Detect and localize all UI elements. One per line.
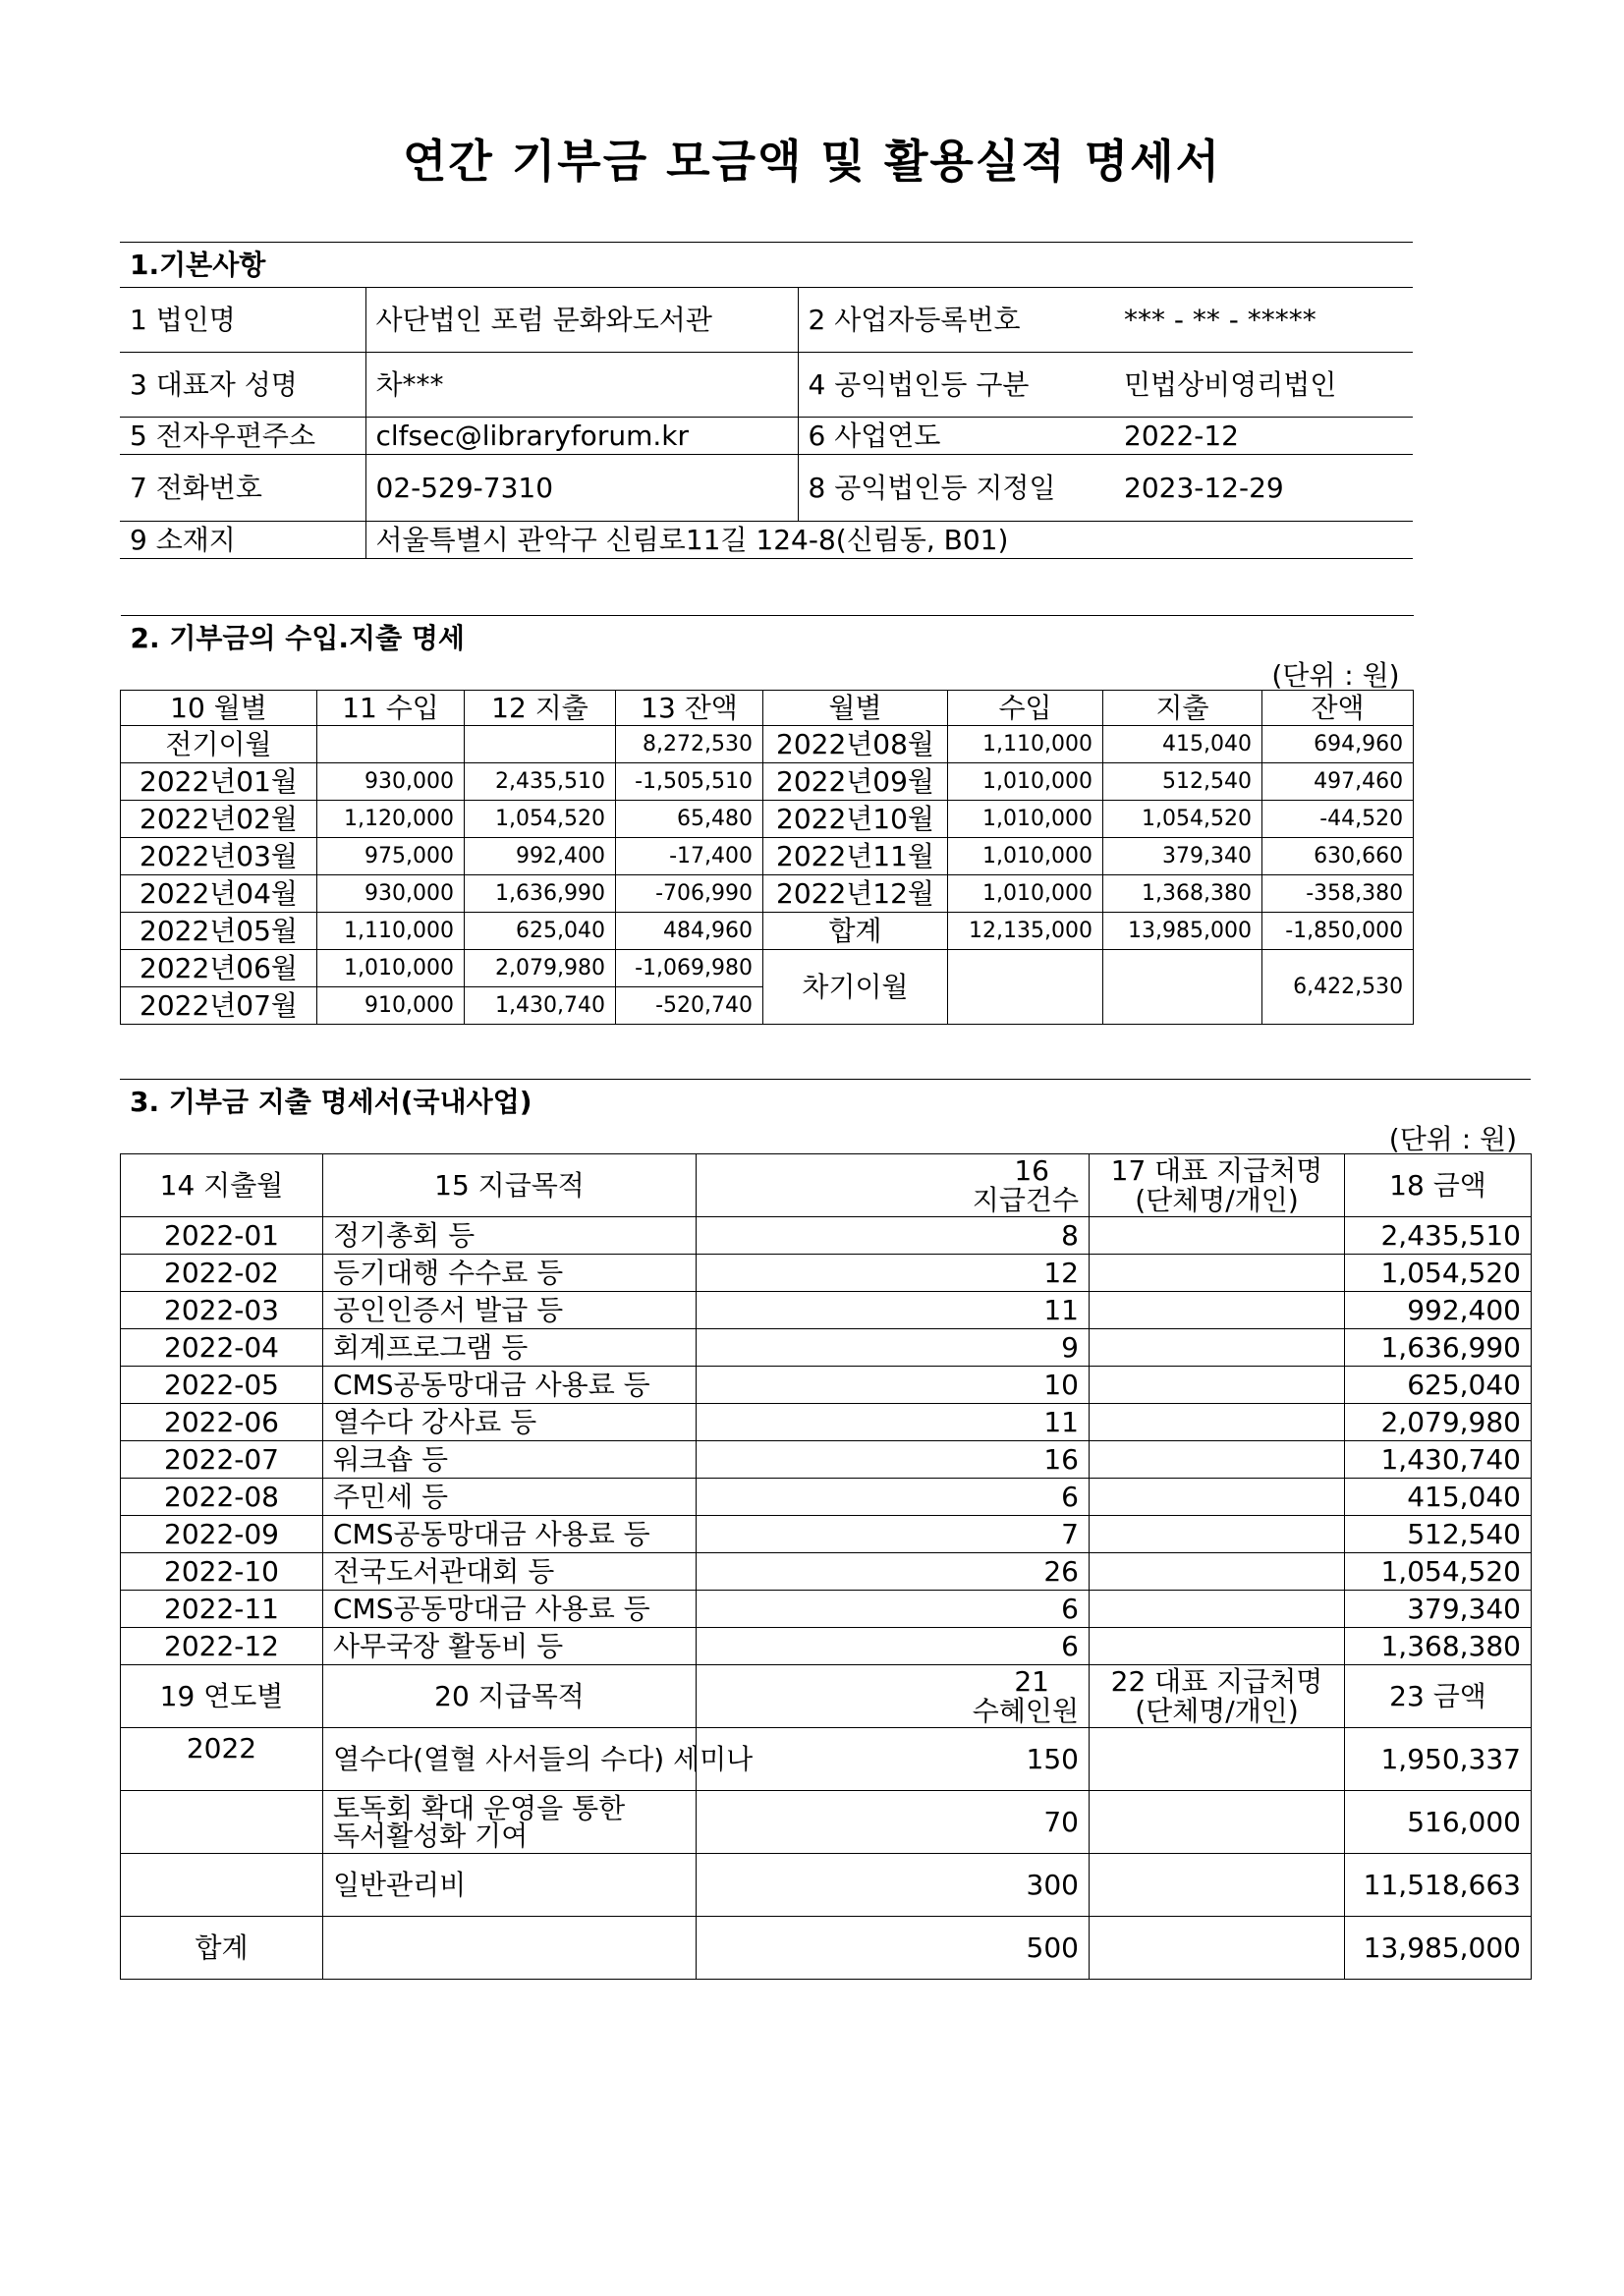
expense-cell: 2,435,510: [465, 763, 616, 801]
label-address: 9 소재지: [120, 522, 365, 559]
expense-purpose: 열수다 강사료 등: [323, 1404, 697, 1441]
balance-cell: 65,480: [616, 801, 763, 838]
expense-count: 6: [697, 1591, 1090, 1628]
value-email: clfsec@libraryforum.kr: [365, 418, 798, 455]
monthly-expense-table: [120, 1153, 1532, 1980]
expense-month: 2022-06: [121, 1404, 323, 1441]
col-beneficiaries: [697, 1665, 1090, 1728]
balance-cell: 694,960: [1262, 726, 1414, 763]
col-amount-2: 23 금액: [1345, 1665, 1532, 1728]
expense-payee: [1090, 1255, 1345, 1292]
expense-amount: 1,368,380: [1345, 1628, 1532, 1665]
balance-cell: -1,505,510: [616, 763, 763, 801]
month-cell: 2022년10월: [763, 801, 948, 838]
value-designation-date: 2023-12-29: [1114, 455, 1413, 522]
col-balance-2: 잔액: [1262, 691, 1414, 726]
balance-cell: -358,380: [1262, 875, 1414, 913]
col-payee-sub: (단체명/개인): [1135, 1183, 1299, 1216]
income-cell: [317, 726, 465, 763]
table-row: [121, 1329, 1532, 1367]
expense-payee: [1090, 1367, 1345, 1404]
expense-month: 2022-01: [121, 1217, 323, 1255]
expense-cell: 379,340: [1103, 838, 1262, 875]
balance-cell: -706,990: [616, 875, 763, 913]
label-phone: 7 전화번호: [120, 455, 365, 522]
expense-payee: [1090, 1404, 1345, 1441]
balance-cell: -520,740: [616, 987, 763, 1025]
expense-payee: [1090, 1553, 1345, 1591]
carry-forward-label: 차기이월: [763, 950, 948, 1025]
income-cell: 1,110,000: [948, 726, 1103, 763]
col-payee: [1090, 1154, 1345, 1217]
expense-count: 16: [697, 1441, 1090, 1479]
month-cell: 2022년03월: [121, 838, 317, 875]
month-cell: 2022년09월: [763, 763, 948, 801]
value-fiscal-year: 2022-12: [1114, 418, 1413, 455]
expense-purpose: CMS공동망대금 사용료 등: [323, 1516, 697, 1553]
expense-cell: 1,636,990: [465, 875, 616, 913]
col-expense-2: 지출: [1103, 691, 1262, 726]
value-corp-type: 민법상비영리법인: [1114, 353, 1413, 418]
table-row: [121, 1553, 1532, 1591]
expense-amount: 1,430,740: [1345, 1441, 1532, 1479]
value-representative: 차***: [365, 353, 798, 418]
label-email: 5 전자우편주소: [120, 418, 365, 455]
expense-purpose: CMS공동망대금 사용료 등: [323, 1591, 697, 1628]
expense-cell: 625,040: [465, 913, 616, 950]
expense-count: 9: [697, 1329, 1090, 1367]
table-row: [121, 950, 1414, 987]
income-cell: 1,110,000: [317, 913, 465, 950]
label-corp-type: 4 공익법인등 구분: [798, 353, 1114, 418]
grand-total-beneficiaries: 500: [697, 1917, 1090, 1980]
balance-cell: 8,272,530: [616, 726, 763, 763]
unit-label: (단위 : 원): [1271, 658, 1400, 692]
expense-purpose: CMS공동망대금 사용료 등: [323, 1367, 697, 1404]
total-balance: -1,850,000: [1262, 913, 1414, 950]
income-cell: 930,000: [317, 763, 465, 801]
program-purpose-line-2: 독서활성화 기여: [333, 1819, 529, 1852]
expense-amount: 625,040: [1345, 1367, 1532, 1404]
table-row: [121, 838, 1414, 875]
month-cell: 2022년06월: [121, 950, 317, 987]
col-income-2: 수입: [948, 691, 1103, 726]
expense-amount: 2,079,980: [1345, 1404, 1532, 1441]
expense-cell: 992,400: [465, 838, 616, 875]
income-cell: 1,010,000: [317, 950, 465, 987]
expense-cell: 1,430,740: [465, 987, 616, 1025]
expense-amount: 992,400: [1345, 1292, 1532, 1329]
label-fiscal-year: 6 사업연도: [798, 418, 1114, 455]
income-cell: 910,000: [317, 987, 465, 1025]
income-cell: 1,010,000: [948, 801, 1103, 838]
expense-cell: 512,540: [1103, 763, 1262, 801]
expense-purpose: 등기대행 수수료 등: [323, 1255, 697, 1292]
expense-payee: [1090, 1628, 1345, 1665]
table-row: [121, 1292, 1532, 1329]
balance-cell: -44,520: [1262, 801, 1414, 838]
label-representative: 3 대표자 성명: [120, 353, 365, 418]
expense-purpose: 워크숍 등: [323, 1441, 697, 1479]
expense-count: 11: [697, 1292, 1090, 1329]
month-cell: 2022년07월: [121, 987, 317, 1025]
expense-cell: [465, 726, 616, 763]
income-cell: 1,010,000: [948, 763, 1103, 801]
expense-month: 2022-07: [121, 1441, 323, 1479]
expense-purpose: 사무국장 활동비 등: [323, 1628, 697, 1665]
year-cell-empty: [121, 1791, 323, 1854]
income-cell: 1,120,000: [317, 801, 465, 838]
table-row: [121, 1404, 1532, 1441]
donation-expense-table: [120, 1079, 1531, 1154]
expense-amount: 415,040: [1345, 1479, 1532, 1516]
program-amount: 516,000: [1345, 1791, 1532, 1854]
col-count-label: 지급건수: [972, 1183, 1079, 1216]
program-amount: 11,518,663: [1345, 1854, 1532, 1917]
col-beneficiaries-num: 21: [1014, 1665, 1049, 1699]
document-title: 연간 기부금 모금액 및 활용실적 명세서: [402, 135, 1222, 188]
label-designation-date: 8 공익법인등 지정일: [798, 455, 1114, 522]
program-purpose: 일반관리비: [323, 1854, 697, 1917]
table-row: [121, 875, 1414, 913]
carry-forward-income: [948, 950, 1103, 1025]
expense-count: 6: [697, 1479, 1090, 1516]
expense-payee: [1090, 1329, 1345, 1367]
col-purpose: 15 지급목적: [323, 1154, 697, 1217]
expense-month: 2022-04: [121, 1329, 323, 1367]
expense-count: 12: [697, 1255, 1090, 1292]
table-row: [121, 801, 1414, 838]
table-row: [121, 1441, 1532, 1479]
program-purpose: 열수다(열혈 사서들의 수다) 세미나: [323, 1728, 697, 1791]
month-cell: 2022년08월: [763, 726, 948, 763]
value-address: 서울특별시 관악구 신림로11길 124-8(신림동, B01): [365, 522, 1413, 559]
table-row: [121, 763, 1414, 801]
expense-cell: 1,368,380: [1103, 875, 1262, 913]
expense-month: 2022-02: [121, 1255, 323, 1292]
expense-payee: [1090, 1591, 1345, 1628]
month-cell: 2022년11월: [763, 838, 948, 875]
expense-month: 2022-10: [121, 1553, 323, 1591]
col-payee-title: 17 대표 지급처명: [1110, 1154, 1323, 1188]
expense-count: 11: [697, 1404, 1090, 1441]
expense-month: 2022-08: [121, 1479, 323, 1516]
table-row: [121, 1217, 1532, 1255]
table-row: [121, 1728, 1532, 1791]
table-row: [121, 1516, 1532, 1553]
month-cell: 전기이월: [121, 726, 317, 763]
year-cell: 2022: [121, 1728, 323, 1791]
value-phone: 02-529-7310: [365, 455, 798, 522]
carry-forward-balance: 6,422,530: [1262, 950, 1414, 1025]
expense-purpose: 전국도서관대회 등: [323, 1553, 697, 1591]
expense-amount: 1,054,520: [1345, 1255, 1532, 1292]
table-row: [121, 726, 1414, 763]
table-row: [121, 1854, 1532, 1917]
expense-amount: 1,054,520: [1345, 1553, 1532, 1591]
carry-forward-expense: [1103, 950, 1262, 1025]
col-count: [697, 1154, 1090, 1217]
expense-payee: [1090, 1217, 1345, 1255]
expense-month: 2022-05: [121, 1367, 323, 1404]
month-cell: 2022년02월: [121, 801, 317, 838]
program-beneficiaries: 70: [697, 1791, 1090, 1854]
col-balance: 13 잔액: [616, 691, 763, 726]
grand-total-payee: [1090, 1917, 1345, 1980]
value-biz-number: *** - ** - *****: [1114, 288, 1413, 353]
grand-total-label: 합계: [121, 1917, 323, 1980]
income-cell: 930,000: [317, 875, 465, 913]
table-row: [121, 1591, 1532, 1628]
expense-count: 8: [697, 1217, 1090, 1255]
expense-month: 2022-12: [121, 1628, 323, 1665]
unit-label: (단위 : 원): [1388, 1122, 1518, 1155]
balance-cell: 497,460: [1262, 763, 1414, 801]
col-payee-2-title: 22 대표 지급처명: [1110, 1665, 1323, 1699]
label-biz-number: 2 사업자등록번호: [798, 288, 1114, 353]
basic-info-table: [120, 242, 1413, 559]
expense-payee: [1090, 1292, 1345, 1329]
program-payee: [1090, 1854, 1345, 1917]
income-cell: 975,000: [317, 838, 465, 875]
col-payee-2: [1090, 1665, 1345, 1728]
income-cell: 1,010,000: [948, 875, 1103, 913]
col-payee-2-sub: (단체명/개인): [1135, 1694, 1299, 1727]
table-row: [121, 1791, 1532, 1854]
grand-total-amount: 13,985,000: [1345, 1917, 1532, 1980]
col-month-2: 월별: [763, 691, 948, 726]
expense-count: 26: [697, 1553, 1090, 1591]
month-cell: 2022년05월: [121, 913, 317, 950]
program-payee: [1090, 1728, 1345, 1791]
section-1-header: 1.기본사항: [120, 243, 1413, 288]
balance-cell: -17,400: [616, 838, 763, 875]
table-row: [121, 1917, 1532, 1980]
expense-payee: [1090, 1479, 1345, 1516]
table-row: [121, 1367, 1532, 1404]
table-row: [121, 1255, 1532, 1292]
program-purpose-line-1: 토독회 확대 운영을 통한: [333, 1791, 626, 1824]
program-beneficiaries: 150: [697, 1728, 1090, 1791]
expense-month: 2022-09: [121, 1516, 323, 1553]
month-cell: 2022년04월: [121, 875, 317, 913]
expense-payee: [1090, 1441, 1345, 1479]
program-purpose: [323, 1791, 697, 1854]
total-income: 12,135,000: [948, 913, 1103, 950]
expense-count: 10: [697, 1367, 1090, 1404]
income-cell: 1,010,000: [948, 838, 1103, 875]
value-corp-name: 사단법인 포럼 문화와도서관: [365, 288, 798, 353]
col-count-num: 16: [1014, 1154, 1049, 1188]
table-row: [121, 1628, 1532, 1665]
balance-cell: 630,660: [1262, 838, 1414, 875]
expense-purpose: 정기총회 등: [323, 1217, 697, 1255]
expense-cell: 2,079,980: [465, 950, 616, 987]
section-3-header: 3. 기부금 지출 명세서(국내사업): [120, 1080, 1531, 1125]
col-purpose-2: 20 지급목적: [323, 1665, 697, 1728]
expense-payee: [1090, 1516, 1345, 1553]
total-expense: 13,985,000: [1103, 913, 1262, 950]
program-payee: [1090, 1791, 1345, 1854]
table-row: [121, 1479, 1532, 1516]
expense-purpose: 공인인증서 발급 등: [323, 1292, 697, 1329]
balance-cell: -1,069,980: [616, 950, 763, 987]
col-income: 11 수입: [317, 691, 465, 726]
expense-cell: 1,054,520: [465, 801, 616, 838]
program-amount: 1,950,337: [1345, 1728, 1532, 1791]
expense-amount: 379,340: [1345, 1591, 1532, 1628]
month-cell: 2022년01월: [121, 763, 317, 801]
expense-amount: 512,540: [1345, 1516, 1532, 1553]
expense-amount: 1,636,990: [1345, 1329, 1532, 1367]
expense-count: 7: [697, 1516, 1090, 1553]
col-month: 10 월별: [121, 691, 317, 726]
balance-cell: 484,960: [616, 913, 763, 950]
grand-total-purpose: [323, 1917, 697, 1980]
col-expense-month: 14 지출월: [121, 1154, 323, 1217]
table-row: [121, 913, 1414, 950]
label-corp-name: 1 법인명: [120, 288, 365, 353]
expense-cell: 415,040: [1103, 726, 1262, 763]
col-amount: 18 금액: [1345, 1154, 1532, 1217]
expense-purpose: 회계프로그램 등: [323, 1329, 697, 1367]
expense-month: 2022-11: [121, 1591, 323, 1628]
col-year: 19 연도별: [121, 1665, 323, 1728]
income-expense-table: [120, 615, 1414, 1025]
expense-count: 6: [697, 1628, 1090, 1665]
col-beneficiaries-label: 수혜인원: [972, 1694, 1079, 1727]
expense-month: 2022-03: [121, 1292, 323, 1329]
program-beneficiaries: 300: [697, 1854, 1090, 1917]
col-expense: 12 지출: [465, 691, 616, 726]
year-cell-empty: [121, 1854, 323, 1917]
expense-purpose: 주민세 등: [323, 1479, 697, 1516]
expense-cell: 1,054,520: [1103, 801, 1262, 838]
total-label: 합계: [763, 913, 948, 950]
expense-amount: 2,435,510: [1345, 1217, 1532, 1255]
month-cell: 2022년12월: [763, 875, 948, 913]
section-2-header: 2. 기부금의 수입.지출 명세: [121, 616, 1414, 661]
